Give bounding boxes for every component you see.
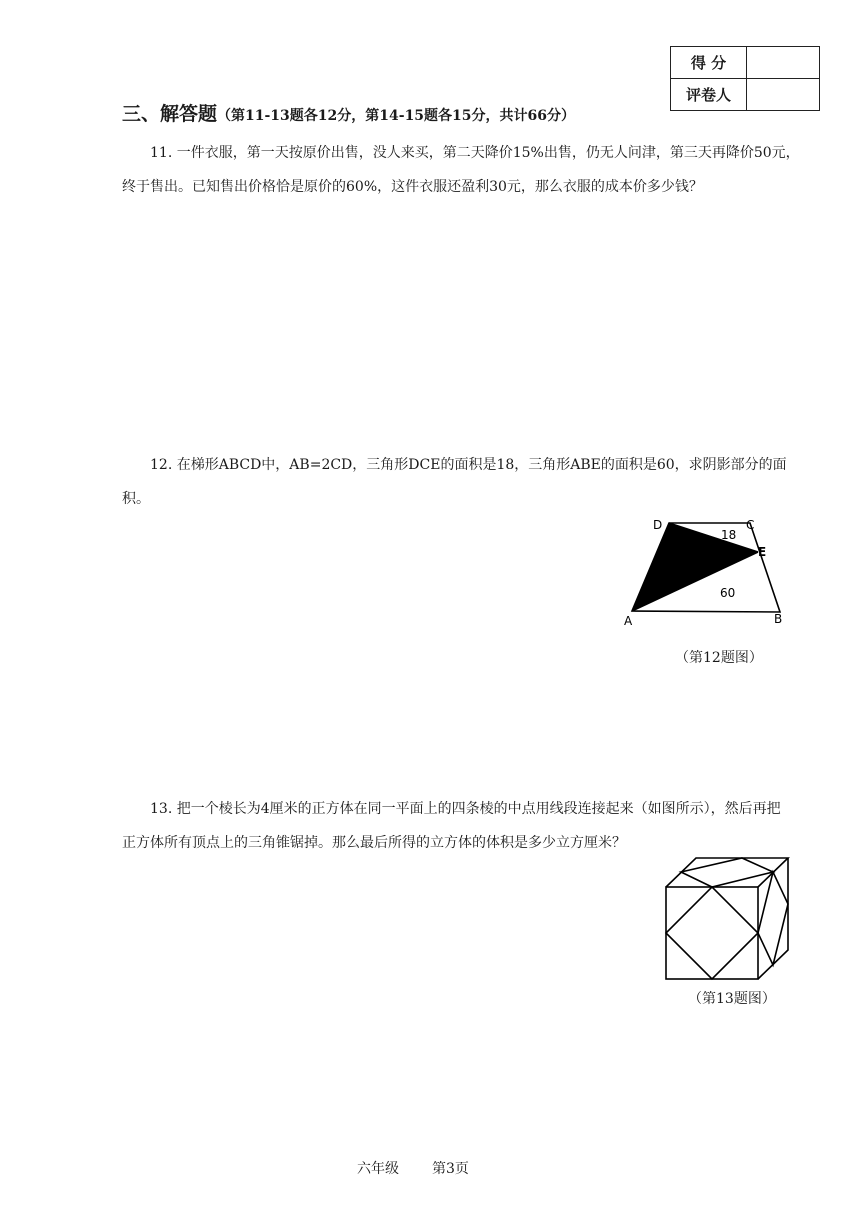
- top-midpoint-square: [681, 858, 773, 887]
- figure-13-caption: （第13题图）: [688, 991, 776, 1007]
- label-a: A: [624, 614, 633, 628]
- cube-front-face: [666, 887, 758, 979]
- area-label-abe: 60: [720, 586, 736, 600]
- section-points-note: （第11-13题各12分，第14-15题各15分，共计66分）: [217, 108, 576, 124]
- label-c: C: [746, 518, 755, 532]
- front-midpoint-square: [666, 887, 758, 979]
- trapezoid-figure: [615, 510, 795, 630]
- cube-right-face: [758, 858, 788, 979]
- section-title: [122, 99, 575, 126]
- section-title-text: 三、解答题: [122, 103, 218, 125]
- question-11-line-1: 11. 一件衣服，第一天按原价出售，没人来买，第二天降价15%出售，仍无人问津，第三天再降价50元，: [150, 145, 800, 161]
- footer-page-number: 第3页: [432, 1161, 469, 1177]
- question-12-line-2: 积。: [122, 491, 150, 507]
- question-11-line-2: 终于售出。已知售出价格恰是原价的60%，这件衣服还盈利30元，那么衣服的成本价多少钱？: [122, 179, 703, 195]
- label-e: E: [758, 545, 767, 559]
- area-label-dce: 18: [721, 528, 737, 542]
- grader-label: 评卷人: [671, 79, 747, 111]
- question-12-line-1: 12. 在梯形ABCD中，AB=2CD，三角形DCE的面积是18，三角形ABE的面积是60，求阴影部分的面: [150, 457, 787, 473]
- footer-grade: 六年级: [357, 1161, 399, 1177]
- score-label: 得 分: [671, 47, 747, 79]
- right-midpoint-square: [758, 872, 788, 965]
- grader-value-cell: [747, 79, 820, 111]
- question-13-line-1: 13. 把一个棱长为4厘米的正方体在同一平面上的四条棱的中点用线段连接起来（如图所示），然后再把: [150, 801, 781, 817]
- label-b: B: [774, 612, 783, 626]
- figure-12-caption: （第12题图）: [675, 650, 763, 666]
- question-13-line-2: 正方体所有顶点上的三角锥锯掉。那么最后所得的立方体的体积是多少立方厘米？: [122, 835, 626, 851]
- score-value-cell: [747, 47, 820, 79]
- cube-figure: [660, 852, 795, 984]
- label-d: D: [653, 518, 663, 532]
- score-table: [670, 46, 820, 111]
